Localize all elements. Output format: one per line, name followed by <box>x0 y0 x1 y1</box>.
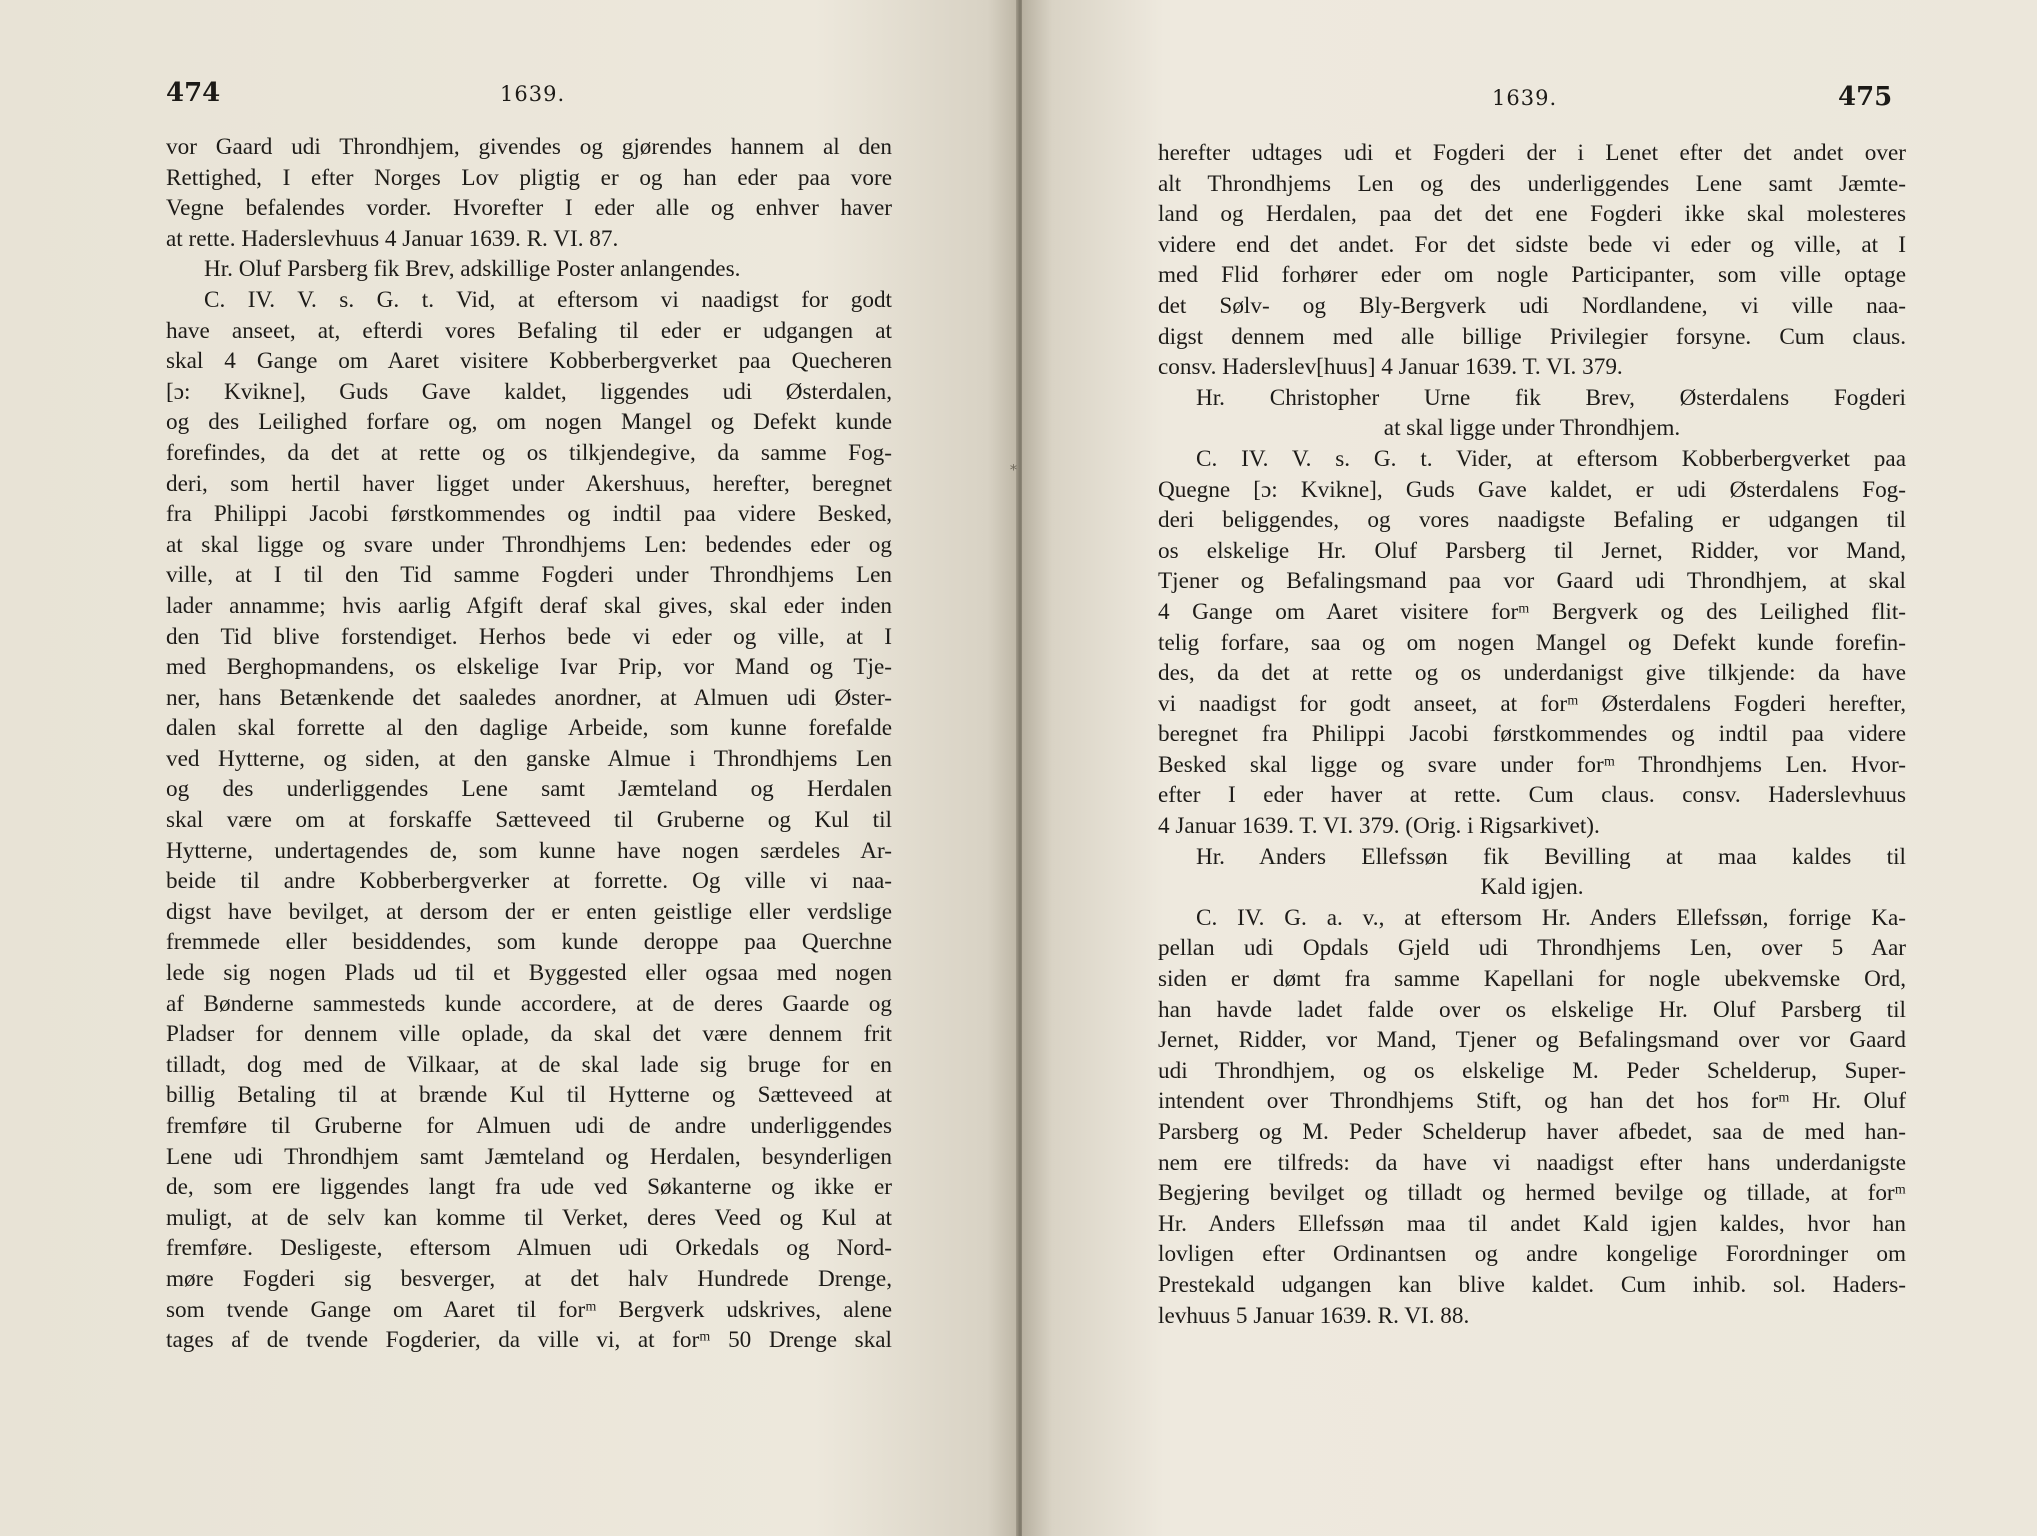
text-line: C. IV. G. a. v., at eftersom Hr. Anders Ellefssøn, forrige Ka- <box>1196 904 1906 931</box>
left-page-year: 1639. <box>500 82 566 106</box>
text-line: han havde ladet falde over os elskelige Hr. Oluf Parsberg til <box>1158 996 1906 1023</box>
text-line: lovligen efter Ordinantsen og andre kongelige Forordninger om <box>1158 1241 1906 1268</box>
text-line: alt Throndhjems Len og des underliggendes Lene samt Jæmte- <box>1158 170 1906 197</box>
text-line: beide til andre Kobberbergverker at forrette. Og ville vi naa- <box>166 868 892 895</box>
text-line: og des underliggendes Lene samt Jæmteland og Herdalen <box>166 776 892 803</box>
text-line: C. IV. V. s. G. t. Vider, at eftersom Kobberbergverket paa <box>1196 445 1906 472</box>
text-line: Hytterne, undertagendes de, som kunne have nogen særdeles Ar- <box>166 837 892 864</box>
section-heading: Hr. Christopher Urne fik Brev, Østerdalens Fogderi <box>1196 384 1906 411</box>
text-line: Lene udi Throndhjem samt Jæmteland og Herdalen, besynderligen <box>166 1143 892 1170</box>
left-page <box>0 0 1018 1536</box>
text-line: fremmede eller besiddendes, som kunde deroppe paa Querchne <box>166 929 892 956</box>
text-line: C. IV. V. s. G. t. Vid, at eftersom vi naadigst for godt <box>204 286 892 313</box>
text-line: som tvende Gange om Aaret til forᵐ Bergverk udskrives, alene <box>166 1296 892 1323</box>
text-line: efter I eder haver at rette. Cum claus. consv. Haderslevhuus <box>1158 782 1906 809</box>
text-line: Parsberg og M. Peder Schelderup haver afbedet, saa de med han- <box>1158 1119 1906 1145</box>
text-line: lader annamme; hvis aarlig Afgift deraf skal gives, skal eder inden <box>166 592 892 619</box>
text-line: og des Leilighed forfare og, om nogen Mangel og Defekt kunde <box>166 409 892 436</box>
text-line: vi naadigst for godt anseet, at forᵐ Østerdalens Fogderi herefter, <box>1158 690 1906 717</box>
text-line: siden er dømt fra samme Kapellani for nogle ubekvemske Ord, <box>1158 966 1906 993</box>
margin-tick-icon: ⁎ <box>1010 458 1017 474</box>
text-line: des, da det at rette og os underdanigst give tilkjende: da have <box>1158 660 1906 687</box>
text-line: ved Hytterne, og siden, at den ganske Almue i Throndhjems Len <box>166 745 892 772</box>
text-line: intendent over Throndhjems Stift, og han det hos forᵐ Hr. Oluf <box>1158 1088 1906 1115</box>
right-page-year: 1639. <box>1492 86 1558 110</box>
text-line: udi Throndhjem, og os elskelige M. Peder Schelderup, Super- <box>1158 1057 1906 1084</box>
text-line: med Berghopmandens, os elskelige Ivar Prip, vor Mand og Tje- <box>166 654 892 681</box>
right-page-number: 475 <box>1838 82 1893 112</box>
text-line: af Bønderne sammesteds kunde accordere, at de deres Gaarde og <box>166 990 892 1017</box>
section-heading: Hr. Anders Ellefssøn fik Bevilling at maa kaldes til <box>1196 843 1906 870</box>
text-line: Hr. Oluf Parsberg fik Brev, adskillige Poster anlangendes. <box>204 256 741 283</box>
text-line: det Sølv- og Bly-Bergverk udi Nordlandene, vi ville naa- <box>1158 292 1906 319</box>
text-line: møre Fogderi sig besverger, at det halv Hundrede Drenge, <box>166 1265 892 1292</box>
text-line: de, som ere liggendes langt fra ude ved Søkanterne og ikke er <box>166 1174 892 1201</box>
text-line: Rettighed, I efter Norges Lov pligtig er og han eder paa vore <box>166 164 892 191</box>
text-line: telig forfare, saa og om nogen Mangel og Defekt kunde forefin- <box>1158 629 1906 656</box>
section-heading: Kald igjen. <box>1480 874 1584 901</box>
text-line: deri beliggendes, og vores naadigste Befaling er udgangen til <box>1158 507 1906 534</box>
text-line: consv. Haderslev[huus] 4 Januar 1639. T. VI. 379. <box>1158 354 1623 381</box>
text-line: beregnet fra Philippi Jacobi førstkommendes og indtil paa videre <box>1158 721 1906 748</box>
text-line: dalen skal forrette al den daglige Arbeide, som kunne forefalde <box>166 715 892 742</box>
text-line: deri, som hertil haver ligget under Akershuus, herefter, beregnet <box>166 470 892 497</box>
text-line: at rette. Haderslevhuus 4 Januar 1639. R. VI. 87. <box>166 225 619 252</box>
text-line: [ɔ: Kvikne], Guds Gave kaldet, liggendes udi Østerdalen, <box>166 378 892 405</box>
text-line: Prestekald udgangen kan blive kaldet. Cum inhib. sol. Haders- <box>1158 1271 1906 1298</box>
text-line: videre end det andet. For det sidste bede vi eder og ville, at I <box>1158 231 1906 258</box>
right-page-body <box>1158 138 1906 1331</box>
text-line: ville, at I til den Tid samme Fogderi under Throndhjems Len <box>166 562 892 589</box>
text-line: pellan udi Opdals Gjeld udi Throndhjems Len, over 5 Aar <box>1158 935 1906 962</box>
text-line: Begjering bevilget og tilladt og hermed bevilge og tillade, at forᵐ <box>1158 1180 1906 1207</box>
text-line: levhuus 5 Januar 1639. R. VI. 88. <box>1158 1302 1470 1329</box>
text-line: 4 Gange om Aaret visitere forᵐ Bergverk og des Leilighed flit- <box>1158 598 1906 625</box>
text-line: Pladser for dennem ville oplade, da skal det være dennem frit <box>166 1021 892 1048</box>
text-line: ner, hans Betænkende det saaledes anordner, at Almuen udi Øster- <box>166 684 892 711</box>
text-line: have anseet, at, efterdi vores Befaling til eder er udgangen at <box>166 317 892 344</box>
text-line: den Tid blive forstendiget. Herhos bede vi eder og ville, at I <box>166 623 892 650</box>
text-line: lede sig nogen Plads ud til et Byggested eller ogsaa med nogen <box>166 960 892 987</box>
text-line: os elskelige Hr. Oluf Parsberg til Jernet, Ridder, vor Mand, <box>1158 537 1906 564</box>
text-line: Vegne befalendes vorder. Hvorefter I eder alle og enhver haver <box>166 195 892 222</box>
text-line: digst have bevilget, at dersom der er enten geistlige eller verdslige <box>166 898 892 925</box>
text-line: at skal ligge og svare under Throndhjems Len: bedendes eder og <box>166 531 892 558</box>
text-line: muligt, at de selv kan komme til Verket, deres Veed og Kul at <box>166 1204 892 1231</box>
text-line: Besked skal ligge og svare under forᵐ Throndhjems Len. Hvor- <box>1158 751 1906 778</box>
text-line: land og Herdalen, paa det det ene Fogderi ikke skal molesteres <box>1158 201 1906 228</box>
text-line: billig Betaling til at brænde Kul til Hytterne og Sætteveed at <box>166 1082 892 1109</box>
text-line: 4 Januar 1639. T. VI. 379. (Orig. i Rigsarkivet). <box>1158 813 1600 840</box>
text-line: nem ere tilfreds: da have vi naadigst efter hans underdanigste <box>1158 1149 1906 1176</box>
text-line: Quegne [ɔ: Kvikne], Guds Gave kaldet, er udi Østerdalens Fog- <box>1158 476 1906 503</box>
text-line: digst dennem med alle billige Privilegier forsyne. Cum claus. <box>1158 323 1906 350</box>
right-page <box>1022 0 2037 1536</box>
text-line: skal være om at forskaffe Sætteveed til Gruberne og Kul til <box>166 807 892 834</box>
text-line: tages af de tvende Fogderier, da ville vi, at forᵐ 50 Drenge skal <box>166 1327 892 1354</box>
text-line: Jernet, Ridder, vor Mand, Tjener og Befalingsmand over vor Gaard <box>1158 1027 1906 1054</box>
left-page-body <box>166 132 892 1356</box>
text-line: herefter udtages udi et Fogderi der i Lenet efter det andet over <box>1158 140 1906 166</box>
text-line: vor Gaard udi Throndhjem, givendes og gjørendes hannem al den <box>166 134 892 160</box>
text-line: med Flid forhører eder om nogle Participanter, som ville optage <box>1158 262 1906 289</box>
left-page-number: 474 <box>166 78 221 108</box>
section-heading: at skal ligge under Throndhjem. <box>1383 415 1681 442</box>
text-line: forefindes, da det at rette og os tilkjendegive, da samme Fog- <box>166 439 892 466</box>
text-line: fremføre. Desligeste, eftersom Almuen udi Orkedals og Nord- <box>166 1235 892 1262</box>
text-line: tilladt, dog med de Vilkaar, at de skal lade sig bruge for en <box>166 1051 892 1078</box>
text-line: fremføre til Gruberne for Almuen udi de andre underliggendes <box>166 1113 892 1139</box>
text-line: fra Philippi Jacobi førstkommendes og indtil paa videre Besked, <box>166 501 892 528</box>
text-line: Hr. Anders Ellefssøn maa til andet Kald igjen kaldes, hvor han <box>1158 1210 1906 1237</box>
text-line: skal 4 Gange om Aaret visitere Kobberbergverket paa Quecheren <box>166 348 892 375</box>
text-line: Tjener og Befalingsmand paa vor Gaard udi Throndhjem, at skal <box>1158 568 1906 595</box>
